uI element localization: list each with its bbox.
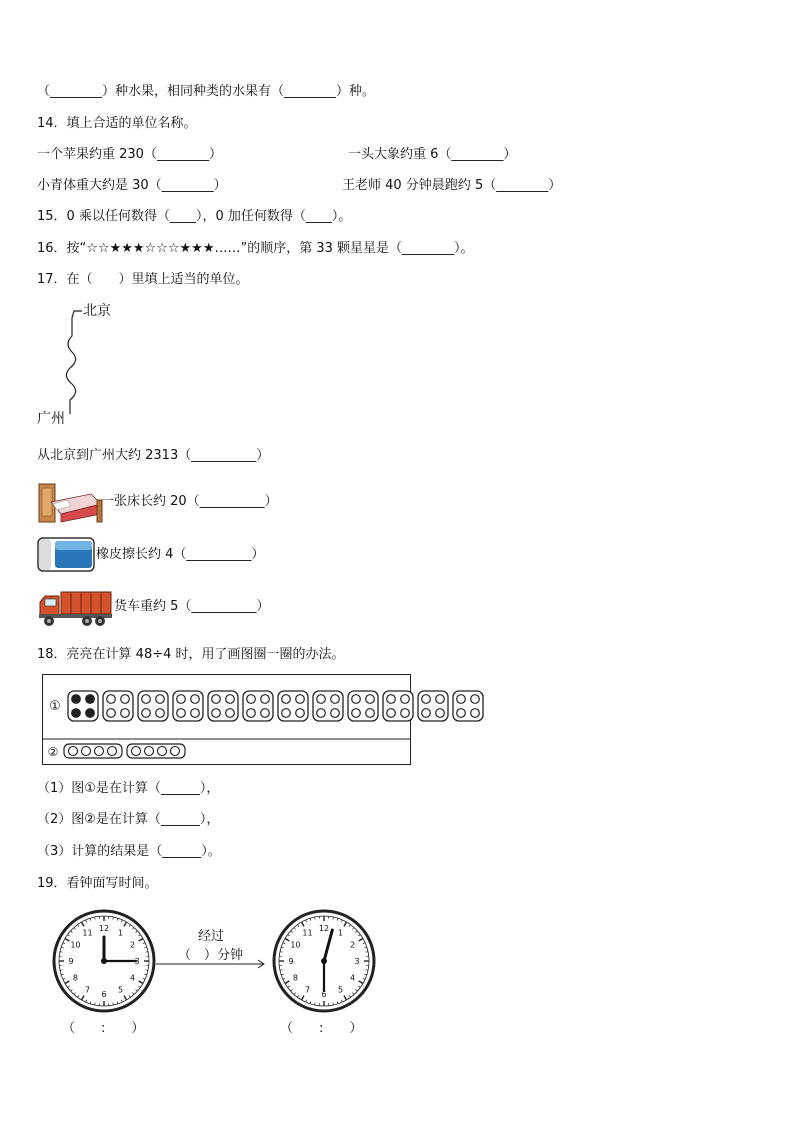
clock-number: 12 xyxy=(98,924,110,933)
dot xyxy=(158,747,167,756)
dot xyxy=(108,747,117,756)
dot xyxy=(72,709,81,718)
q14-title: 14．填上合适的单位名称。 xyxy=(37,116,197,131)
dot-group xyxy=(103,691,133,721)
dot xyxy=(436,695,445,704)
dot xyxy=(191,709,200,718)
dot xyxy=(471,695,480,704)
dot xyxy=(317,709,326,718)
clock-number: 1 xyxy=(337,928,344,938)
dot xyxy=(69,747,78,756)
dot xyxy=(212,695,221,704)
elapsed-minutes-blank: （ ）分钟 xyxy=(178,948,244,963)
q13-continuation: （________）种水果，相同种类的水果有（________）种。 xyxy=(37,84,376,99)
q14-teacher: 王老师 40 分钟晨跑约 5（________） xyxy=(342,178,562,193)
dot-group xyxy=(313,691,343,721)
clock-number: 1 xyxy=(117,928,124,938)
q14-apple: 一个苹果约重 230（________） xyxy=(37,147,222,162)
clock-number: 7 xyxy=(84,985,91,995)
row2-label: ② xyxy=(47,745,59,759)
clock-number: 8 xyxy=(292,973,298,983)
q14-elephant: 一头大象约重 6（________） xyxy=(348,147,517,162)
q17-bed: 一张床长约 20（__________） xyxy=(101,494,278,509)
dot xyxy=(422,709,431,718)
dot-pill xyxy=(64,744,122,758)
dot xyxy=(95,747,104,756)
clock-number: 4 xyxy=(130,973,136,983)
clock-number: 9 xyxy=(288,957,294,966)
dot xyxy=(82,747,91,756)
dot xyxy=(72,695,81,704)
dot xyxy=(282,695,291,704)
q18-title: 18．亮亮在计算 48÷4 时，用了画图圈一圈的办法。 xyxy=(37,647,345,662)
dot xyxy=(107,709,116,718)
dot xyxy=(296,695,305,704)
dot xyxy=(145,747,154,756)
clock-number: 11 xyxy=(302,928,313,938)
dot xyxy=(387,709,396,718)
clock-number: 6 xyxy=(101,990,107,999)
q18-sub2: （2）图②是在计算（______）， xyxy=(37,812,220,827)
dot xyxy=(247,695,256,704)
dot xyxy=(457,709,466,718)
dot xyxy=(282,709,291,718)
dot-group xyxy=(278,691,308,721)
dot-group xyxy=(453,691,483,721)
dot xyxy=(422,695,431,704)
dot-group xyxy=(68,691,98,721)
dot xyxy=(317,695,326,704)
dot xyxy=(247,709,256,718)
q17-eraser: 橡皮擦长约 4（__________） xyxy=(96,547,265,562)
dot-group xyxy=(208,691,238,721)
clock-number: 5 xyxy=(117,985,124,995)
clock-number: 11 xyxy=(82,928,93,938)
dot xyxy=(142,709,151,718)
q15-text: 15．0 乘以任何数得（____），0 加任何数得（____）。 xyxy=(37,209,352,224)
dot xyxy=(121,709,130,718)
clock-center xyxy=(321,958,327,964)
row1-label: ① xyxy=(49,699,61,714)
dot xyxy=(457,695,466,704)
clock-number: 3 xyxy=(134,957,140,966)
bed-picture xyxy=(37,478,103,524)
clock-number: 2 xyxy=(130,940,136,950)
clock-number: 9 xyxy=(68,957,74,966)
dot-group xyxy=(138,691,168,721)
clock-number: 6 xyxy=(321,990,327,999)
dot xyxy=(156,709,165,718)
q17-title: 17．在（ ）里填上适当的单位。 xyxy=(37,272,249,287)
dot xyxy=(107,695,116,704)
dot-group xyxy=(418,691,448,721)
dot xyxy=(366,709,375,718)
dot-group xyxy=(243,691,273,721)
q19-title: 19．看钟面写时间。 xyxy=(37,876,158,891)
dot xyxy=(261,709,270,718)
q18-sub1: （1）图①是在计算（______）， xyxy=(37,781,220,796)
dot xyxy=(331,709,340,718)
time-blank-left: （ : ） xyxy=(62,1021,145,1036)
map-label-beijing: 北京 xyxy=(83,303,111,319)
dot xyxy=(226,695,235,704)
clock-number: 7 xyxy=(304,985,311,995)
dot xyxy=(401,695,410,704)
dot xyxy=(352,709,361,718)
clock-number: 8 xyxy=(72,973,78,983)
dot xyxy=(226,709,235,718)
clock-number: 4 xyxy=(350,973,356,983)
clock-number: 10 xyxy=(290,940,301,950)
dot xyxy=(142,695,151,704)
q16-text: 16．按“☆☆★★★☆☆☆★★★……”的顺序，第 33 颗星星是（________）。 xyxy=(37,241,474,256)
dot xyxy=(212,709,221,718)
q14-child: 小青体重大约是 30（________） xyxy=(37,178,227,193)
clock-number: 12 xyxy=(318,924,330,933)
dot-group xyxy=(348,691,378,721)
dot-group xyxy=(383,691,413,721)
dot xyxy=(177,695,186,704)
truck-picture xyxy=(37,586,113,628)
dot xyxy=(387,695,396,704)
clock-number: 3 xyxy=(354,957,360,966)
clock-face-right xyxy=(272,909,376,1013)
eraser-picture xyxy=(37,537,95,572)
elapsed-label: 经过 xyxy=(198,929,225,944)
dot xyxy=(171,747,180,756)
dot xyxy=(471,709,480,718)
q17-distance: 从北京到广州大约 2313（__________） xyxy=(37,448,270,463)
dot xyxy=(261,695,270,704)
dot-pill xyxy=(127,744,185,758)
dot-grouping-diagram xyxy=(42,674,412,766)
dot xyxy=(86,709,95,718)
time-blank-right: （ : ） xyxy=(280,1021,363,1036)
q18-sub3: （3）计算的结果是（______）。 xyxy=(37,844,221,859)
dot xyxy=(86,695,95,704)
dot xyxy=(132,747,141,756)
dot-group xyxy=(173,691,203,721)
map-label-guangzhou: 广州 xyxy=(37,411,65,427)
dot xyxy=(121,695,130,704)
clock-center xyxy=(101,958,107,964)
clock-number: 10 xyxy=(70,940,81,950)
dot xyxy=(352,695,361,704)
dot xyxy=(191,695,200,704)
clock-number: 2 xyxy=(350,940,356,950)
dot xyxy=(156,695,165,704)
clock-face-left xyxy=(52,909,156,1013)
dot xyxy=(296,709,305,718)
dot xyxy=(331,695,340,704)
dot xyxy=(436,709,445,718)
dot xyxy=(401,709,410,718)
dot xyxy=(177,709,186,718)
q17-truck: 货车重约 5（__________） xyxy=(114,599,270,614)
clock-number: 5 xyxy=(337,985,344,995)
dot xyxy=(366,695,375,704)
